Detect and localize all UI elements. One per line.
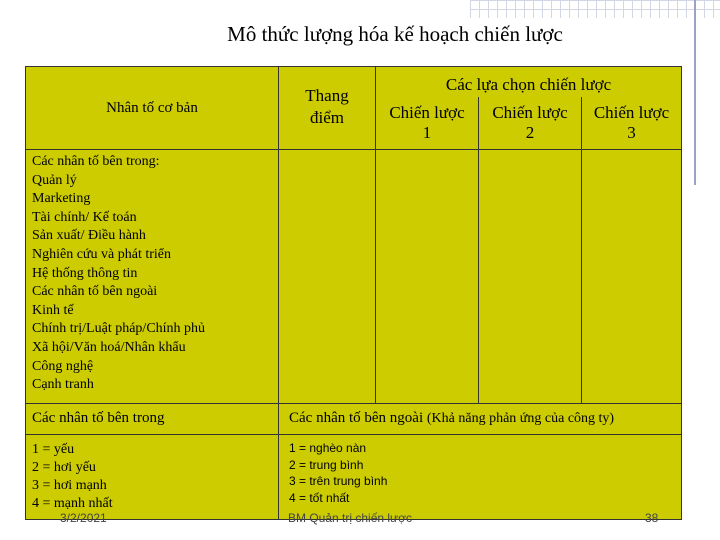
strategy-3-label: Chiến lược (593, 103, 670, 122)
header-strategy-1 (376, 97, 479, 150)
external-scale-item: 1 = nghèo nàn (289, 441, 367, 455)
external-label-cell (279, 404, 681, 435)
factor-item: Công nghệ (32, 358, 94, 374)
factor-item: Các nhân tố bên ngoài (32, 284, 158, 300)
header-factor-label: Nhân tố cơ bản (106, 100, 198, 116)
factor-item: Chính trị/Luật pháp/Chính phủ (32, 321, 206, 337)
factor-item: Sản xuất/ Điều hành (32, 228, 146, 244)
factor-item: Hệ thống thông tin (32, 265, 138, 281)
factor-item: Nghiên cứu và phát triển (32, 246, 171, 262)
external-scale-cell (279, 435, 681, 519)
header-scale-line2: điểm (310, 108, 344, 127)
decorative-grid (470, 0, 720, 18)
internal-scale-item: 3 = hơi mạnh (32, 478, 107, 493)
slide-title: Mô thức lượng hóa kế hoạch chiến lược (227, 22, 563, 46)
header-factor-cell (26, 67, 279, 150)
footer-course: BM Quản trị chiến lược (288, 511, 412, 525)
factor-item: Các nhân tố bên trong: (32, 154, 160, 169)
footer-page-number: 38 (645, 511, 659, 525)
strategy-3-number: 3 (627, 123, 636, 142)
strategy-1-empty-cell (376, 150, 479, 404)
internal-scale-item: 4 = mạnh nhất (32, 496, 113, 511)
header-scale-line1: Thang (305, 86, 349, 105)
external-scale-item: 3 = trên trung bình (289, 474, 388, 488)
strategy-2-number: 2 (525, 123, 535, 142)
internal-label: Các nhân tố bên trong (32, 410, 165, 426)
external-scale-item: 4 = tốt nhất (289, 490, 350, 505)
factor-item: Xã hội/Văn hoá/Nhân khẩu (32, 339, 186, 355)
strategy-2-empty-cell (479, 150, 582, 404)
internal-scale-item: 2 = hơi yếu (32, 460, 96, 475)
factor-item: Cạnh tranh (32, 377, 94, 393)
strategy-1-label: Chiến lược (389, 103, 465, 122)
internal-label-cell (26, 404, 279, 435)
strategy-2-label: Chiến lược (492, 103, 568, 122)
factor-item: Kinh tế (32, 302, 74, 318)
footer-date: 3/2/2021 (60, 511, 107, 525)
factor-item: Tài chính/ Kế toán (32, 209, 137, 225)
external-label: Các nhân tố bên ngoài (289, 410, 424, 426)
external-note: (Khả năng phản ứng của công ty) (426, 411, 615, 426)
header-strategy-2 (479, 97, 582, 150)
strategy-1-number: 1 (422, 123, 432, 142)
external-scale-item: 2 = trung bình (289, 457, 364, 472)
strategy-3-empty-cell (582, 150, 681, 404)
header-options-label: Các lựa chọn chiến lược (445, 75, 612, 94)
header-scale-cell (279, 67, 376, 150)
header-options-cell (376, 67, 681, 97)
header-strategy-3 (582, 97, 681, 150)
scale-empty-cell (279, 150, 376, 404)
internal-scale-item: 1 = yếu (32, 442, 75, 457)
factor-item: Quản lý (32, 172, 77, 188)
strategy-matrix-table (25, 66, 682, 520)
factor-item: Marketing (32, 191, 91, 207)
factor-list-cell (26, 150, 279, 404)
internal-scale-cell (26, 435, 279, 519)
